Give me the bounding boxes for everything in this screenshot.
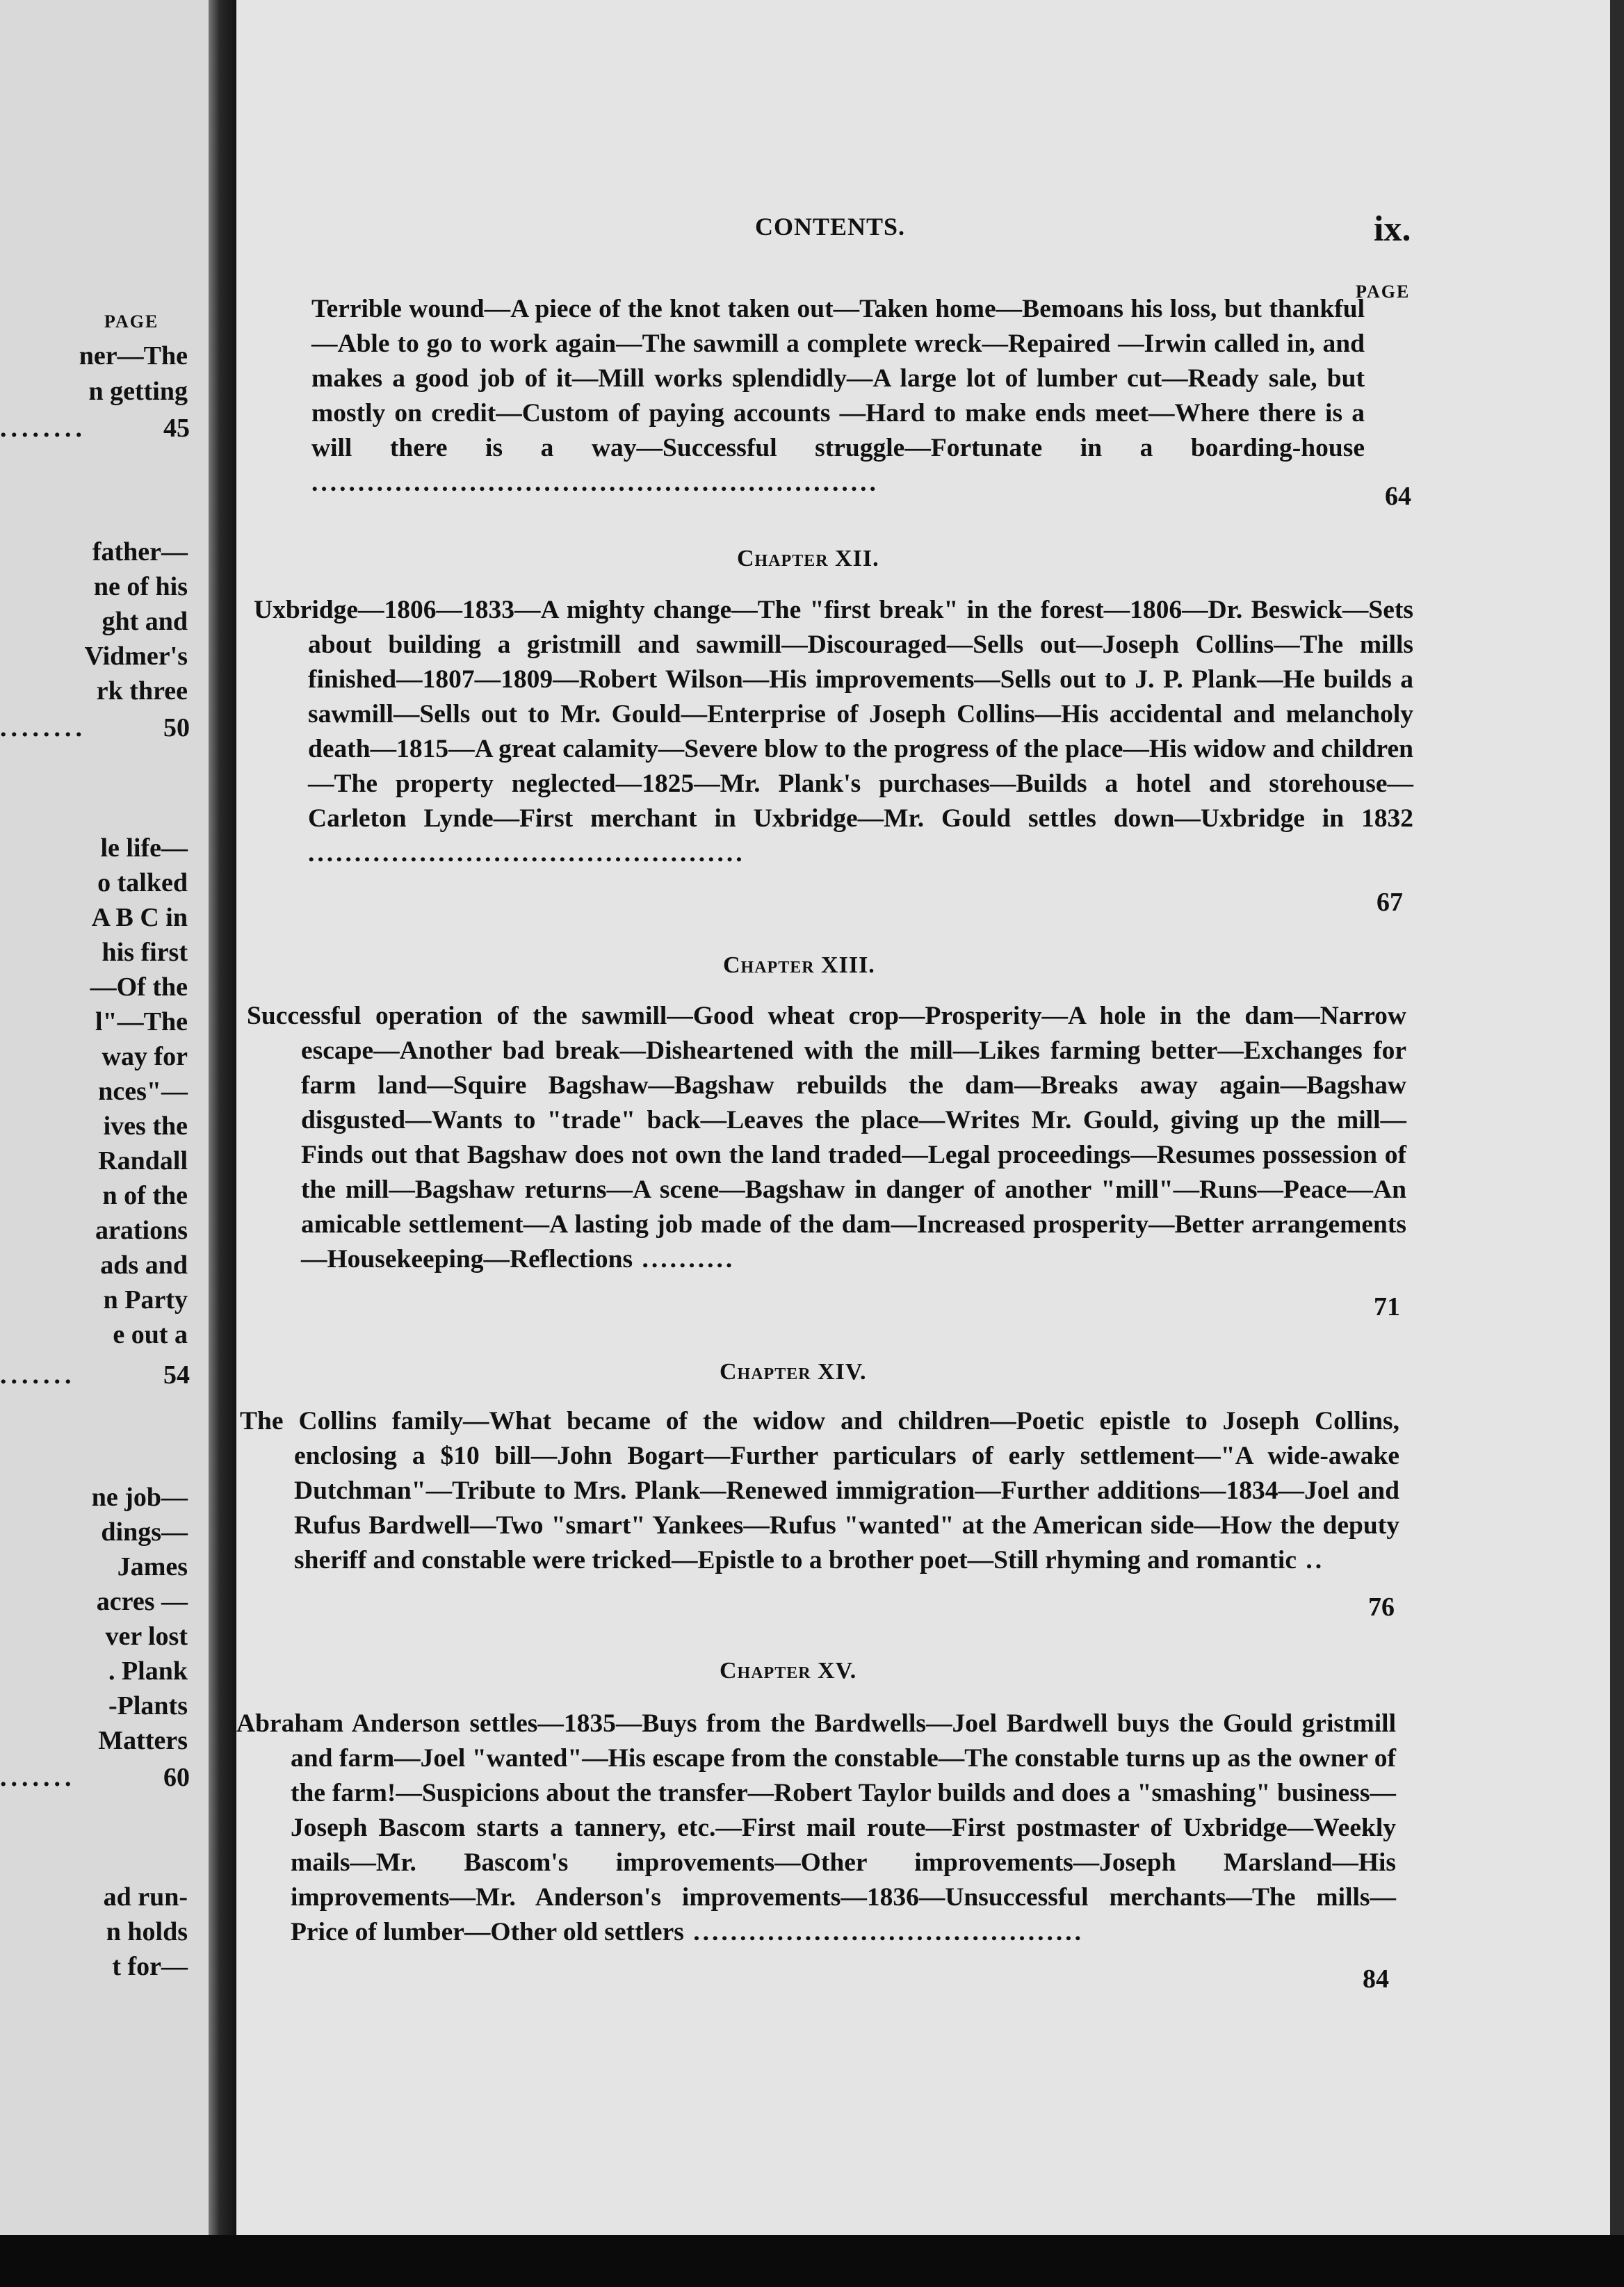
- chapter-entry: [240, 1404, 1399, 1578]
- left-fragment: Matters: [98, 1726, 188, 1755]
- page-number: ix.: [1374, 209, 1411, 249]
- left-fragment: ght and: [102, 607, 188, 636]
- left-fragment: rk three: [96, 676, 188, 706]
- left-fragment: .......: [0, 1763, 76, 1792]
- chapter-heading: Chapter XIV.: [720, 1359, 867, 1385]
- left-fragment: Vidmer's: [84, 642, 188, 671]
- left-fragment: ........: [0, 414, 86, 443]
- left-fragment: ads and: [100, 1251, 188, 1280]
- left-fragment: Randall: [98, 1146, 188, 1175]
- entry-page-number: 71: [1374, 1292, 1400, 1321]
- scan-bottom-band: [0, 2235, 1624, 2287]
- left-fragment: e out a: [113, 1320, 188, 1349]
- leader-dots: ...............................................: [308, 839, 745, 868]
- contents-entry-continuation: [311, 292, 1365, 500]
- left-facing-page: [0, 0, 209, 2235]
- left-fragment: his first: [102, 938, 188, 967]
- entry-text: Abraham Anderson settles—1835—Buys from the Bardwells—Joel Bardwell buys the Gould gristmill and farm—Joel "wanted"—His escape from the constable—The constable turns up as the owner of the farm!—Suspicions about the transfer—Robert Taylor builds and does a "smashing" business—Joseph Bascom starts a tannery, etc.—First mail route—First postmaster of Uxbridge—Weekly mails—Mr. Bascom's improvements—Other improvements—Joseph Marsland—His improvements—Mr. Anderson's improvements—1836—Unsuccessful merchants—The mills—Price of lumber—Other old settlers: [236, 1709, 1396, 1946]
- left-fragment: -Plants: [108, 1691, 188, 1720]
- leader-dots: ..: [1296, 1546, 1325, 1574]
- entry-page-number: 76: [1368, 1593, 1395, 1622]
- left-fragment: ner—The: [79, 341, 188, 371]
- left-fragment: father—: [92, 537, 188, 567]
- page-column-label: PAGE: [1356, 282, 1411, 302]
- left-fragment: n Party: [103, 1285, 188, 1315]
- left-fragment: ad run-: [103, 1882, 188, 1912]
- entry-text: The Collins family—What became of the widow and children—Poetic epistle to Joseph Collins, enclosing a $10 bill—John Bogart—Further particulars of early settlement—"A wide-awake Dutchman"—Tribute to Mrs. Plank—Renewed immigration—Further additions—1834—Joel and Rufus Bardwell—Two "smart" Yankees—Rufus "wanted" at the American side—How the deputy sheriff and constable were tricked—Epistle to a brother poet—Still rhyming and romantic: [240, 1407, 1399, 1574]
- chapter-entry: [254, 593, 1413, 871]
- entry-page-number: 64: [1385, 482, 1411, 511]
- left-fragment: ives the: [103, 1112, 188, 1141]
- left-fragment: ........: [0, 713, 86, 742]
- left-page-number: 60: [163, 1763, 190, 1792]
- chapter-heading: Chapter XII.: [737, 546, 879, 571]
- left-fragment: le life—: [100, 833, 188, 863]
- page-edge: [1610, 0, 1624, 2287]
- book-gutter: [209, 0, 236, 2287]
- left-fragment: t for—: [112, 1952, 188, 1981]
- left-fragment: arations: [95, 1216, 188, 1245]
- entry-page-number: 84: [1363, 1964, 1389, 1994]
- left-fragment: ver lost: [105, 1622, 188, 1651]
- entry-text: Uxbridge—1806—1833—A mighty change—The "first break" in the forest—1806—Dr. Beswick—Sets about building a gristmill and sawmill—Discouraged—Sells out—Joseph Collins—The mills finished—1807—1809—Robert Wilson—His improvements—Sells out to J. P. Plank—He builds a sawmill—Sells out to Mr. Gould—Enterprise of Joseph Collins—His accidental and melancholy death—1815—A great calamity—Severe blow to the progress of the place—His widow and children—The property neglected—1825—Mr. Plank's purchases—Builds a hotel and storehouse—Carleton Lynde—First merchant in Uxbridge—Mr. Gould settles down—Uxbridge in 1832: [254, 596, 1413, 833]
- left-fragment: n getting: [88, 377, 188, 406]
- entry-page-number: 67: [1377, 888, 1403, 917]
- entry-text: Successful operation of the sawmill—Good wheat crop—Prosperity—A hole in the dam—Narrow escape—Another bad break—Disheartened with the mill—Likes farming better—Exchanges for farm land—Squire Bagshaw—Bagshaw rebuilds the dam—Breaks away again—Bagshaw disgusted—Wants to "trade" back—Leaves the place—Writes Mr. Gould, giving up the mill—Finds out that Bagshaw does not own the land traded—Legal proceedings—Resumes possession of the mill—Bagshaw returns—A scene—Bagshaw in danger of another "mill"—Runs—Peace—An amicable settlement—A lasting job made of the dam—Increased prosperity—Better arrangements—Housekeeping—Reflections: [247, 1002, 1406, 1273]
- chapter-entry: [236, 1707, 1396, 1950]
- page-title: CONTENTS.: [755, 213, 906, 241]
- left-fragment: —Of the: [90, 972, 188, 1002]
- left-fragment: A B C in: [91, 903, 188, 932]
- chapter-heading: Chapter XIII.: [723, 952, 875, 978]
- leader-dots: ..........................................: [683, 1918, 1084, 1946]
- left-page-number: 54: [163, 1360, 190, 1390]
- chapter-entry: [247, 999, 1406, 1277]
- left-fragment: nces"—: [98, 1077, 188, 1106]
- left-fragment: o talked: [97, 868, 188, 897]
- left-fragment: l"—The: [95, 1007, 188, 1036]
- left-fragment: ne job—: [91, 1483, 188, 1512]
- left-fragment: dings—: [101, 1517, 188, 1547]
- left-page-label: PAGE: [104, 311, 159, 332]
- left-fragment: ne of his: [93, 572, 188, 601]
- left-page-number: 50: [163, 713, 190, 742]
- left-fragment: James: [117, 1552, 188, 1581]
- left-fragment: .......: [0, 1360, 76, 1390]
- left-fragment: . Plank: [108, 1657, 188, 1686]
- left-fragment: way for: [102, 1042, 188, 1071]
- leader-dots: ..........: [633, 1245, 736, 1273]
- chapter-heading: Chapter XV.: [720, 1658, 857, 1684]
- left-fragment: acres —: [96, 1587, 188, 1616]
- left-page-number: 45: [163, 414, 190, 443]
- entry-text: Terrible wound—A piece of the knot taken out—Taken home—Bemoans his loss, but thankful—Able to go to work again—The sawmill a complete wreck—Repaired —Irwin called in, and makes a good job of it—Mill works splendidly—A large lot of lumber cut—Ready sale, but mostly on credit—Custom of paying accounts —Hard to make ends meet—Where there is a will there is a way—Successful struggle—Fortunate in a boarding-house: [311, 295, 1365, 462]
- left-fragment: n of the: [102, 1181, 188, 1210]
- leader-dots: .............................................................: [311, 469, 879, 497]
- left-fragment: n holds: [106, 1917, 188, 1946]
